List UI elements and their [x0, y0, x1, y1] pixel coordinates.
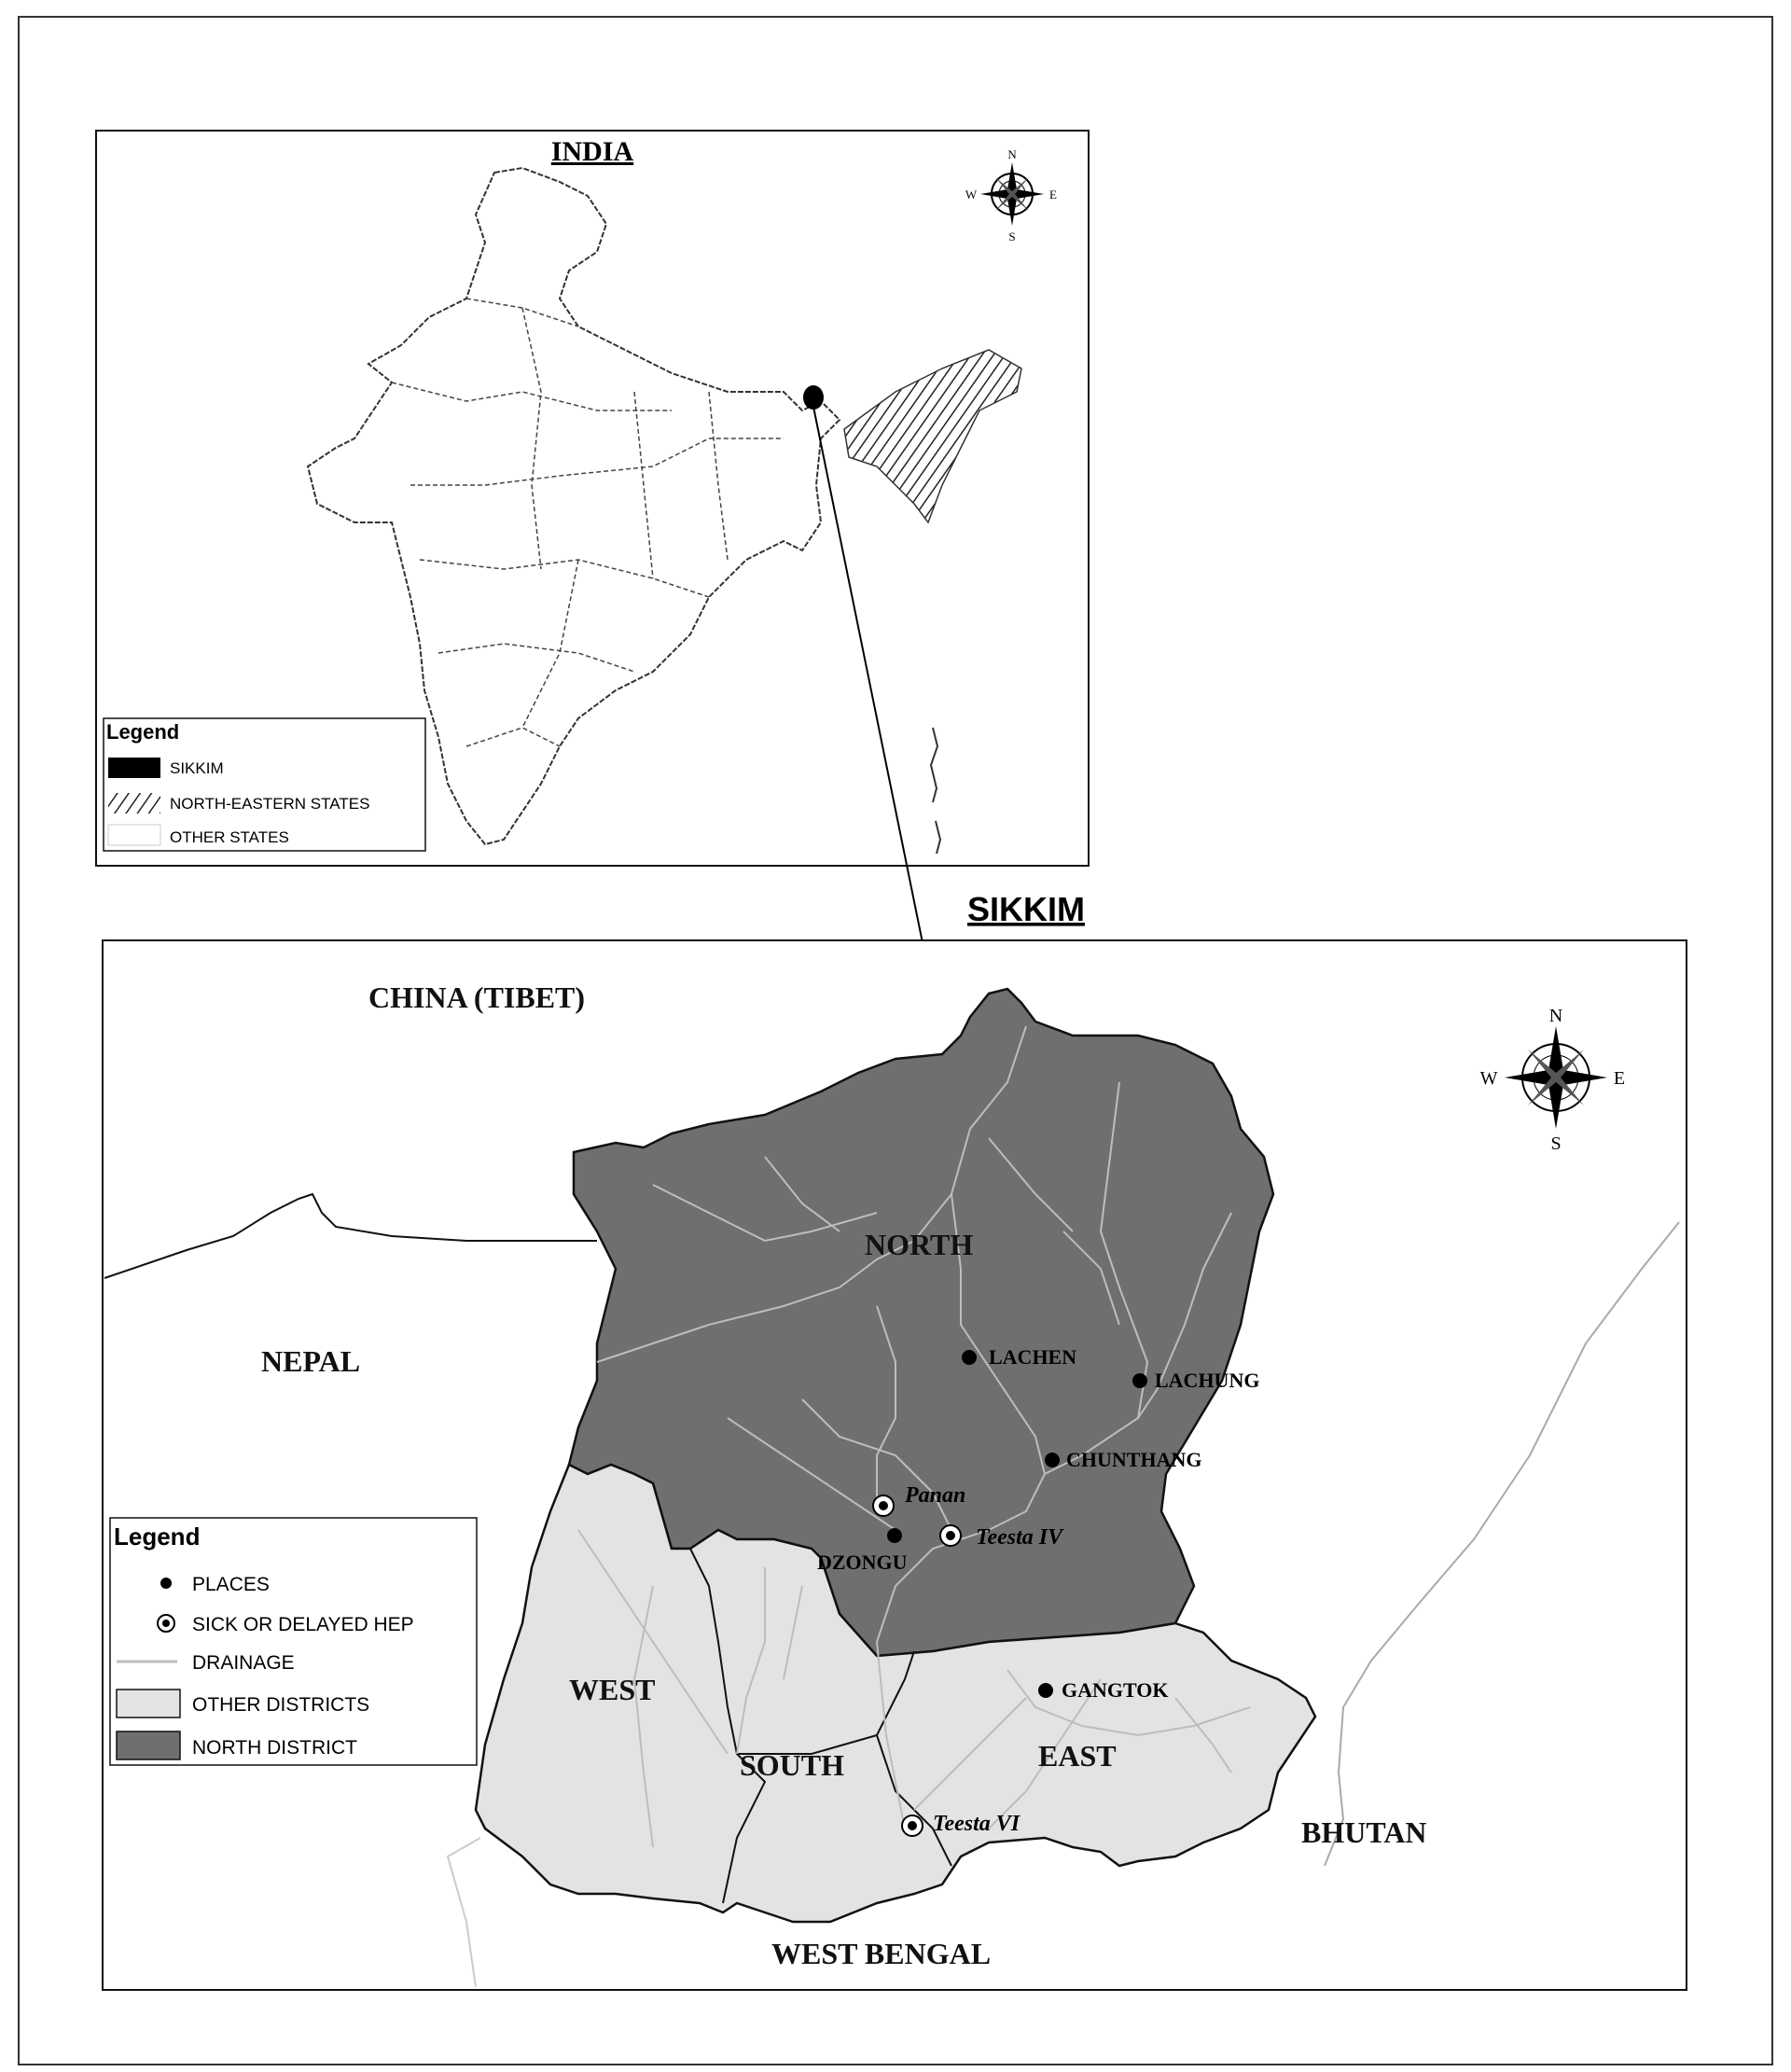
legend-north-district-swatch: [117, 1731, 180, 1759]
label-west-bengal: WEST BENGAL: [771, 1937, 992, 1970]
legend-places-label: PLACES: [192, 1574, 270, 1595]
sikkim-marker: [803, 385, 824, 410]
label-bhutan: BHUTAN: [1301, 1815, 1427, 1849]
legend-other-swatch: [108, 825, 160, 845]
india-compass-w: W: [965, 188, 978, 202]
hep-dot-teesta-vi: [908, 1821, 917, 1830]
place-label-dzongu: DZONGU: [817, 1551, 908, 1574]
legend-drainage-label: DRAINAGE: [192, 1652, 295, 1674]
india-map-panel: [96, 131, 1089, 866]
legend-other-districts-label: OTHER DISTRICTS: [192, 1694, 370, 1716]
sikkim-compass-e: E: [1613, 1068, 1626, 1089]
legend-places-symbol: [160, 1578, 172, 1589]
india-legend-title: Legend: [106, 720, 180, 744]
place-dot-dzongu: [887, 1528, 902, 1543]
legend-north-district-label: NORTH DISTRICT: [192, 1737, 357, 1759]
sikkim-compass-w: W: [1479, 1068, 1498, 1089]
hep-dot-panan: [879, 1501, 888, 1510]
place-dot-chunthang: [1045, 1453, 1060, 1467]
india-compass-s: S: [1008, 229, 1016, 243]
place-label-chunthang: CHUNTHANG: [1066, 1448, 1202, 1471]
label-north-district: NORTH: [865, 1228, 974, 1261]
legend-sikkim-label: SIKKIM: [170, 759, 224, 777]
legend-hep-dot: [162, 1620, 170, 1627]
place-label-lachen: LACHEN: [989, 1345, 1077, 1369]
place-dot-gangtok: [1038, 1683, 1053, 1698]
hep-label-teesta-iv: Teesta IV: [976, 1525, 1063, 1550]
hep-dot-teesta-iv: [946, 1531, 955, 1540]
legend-other-districts-swatch: [117, 1690, 180, 1717]
place-dot-lachung: [1132, 1373, 1147, 1388]
legend-hep-label: SICK OR DELAYED HEP: [192, 1614, 414, 1635]
sikkim-legend: [110, 1518, 477, 1765]
hep-label-teesta-vi: Teesta VI: [933, 1812, 1020, 1836]
legend-ne-label: NORTH-EASTERN STATES: [170, 795, 370, 813]
india-compass-e: E: [1049, 188, 1057, 202]
sikkim-map-panel: [103, 940, 1687, 1990]
place-dot-lachen: [962, 1350, 977, 1365]
label-nepal: NEPAL: [261, 1344, 361, 1378]
label-china-tibet: CHINA (TIBET): [368, 980, 586, 1014]
place-label-lachung: LACHUNG: [1155, 1369, 1260, 1392]
label-south-district: SOUTH: [740, 1748, 845, 1782]
sikkim-legend-title: Legend: [114, 1523, 201, 1551]
label-west-district: WEST: [569, 1673, 656, 1706]
india-legend: [104, 718, 425, 851]
place-label-gangtok: GANGTOK: [1062, 1678, 1169, 1702]
sikkim-map-title: SIKKIM: [967, 890, 1085, 928]
sikkim-compass-s: S: [1550, 1133, 1562, 1154]
sikkim-compass-n: N: [1548, 1006, 1563, 1026]
legend-other-label: OTHER STATES: [170, 828, 289, 846]
india-map-title: INDIA: [550, 136, 634, 167]
label-east-district: EAST: [1038, 1739, 1117, 1773]
india-compass-n: N: [1007, 147, 1017, 161]
hep-label-panan: Panan: [905, 1483, 966, 1508]
legend-ne-swatch: [108, 793, 160, 814]
legend-sikkim-swatch: [108, 758, 160, 778]
